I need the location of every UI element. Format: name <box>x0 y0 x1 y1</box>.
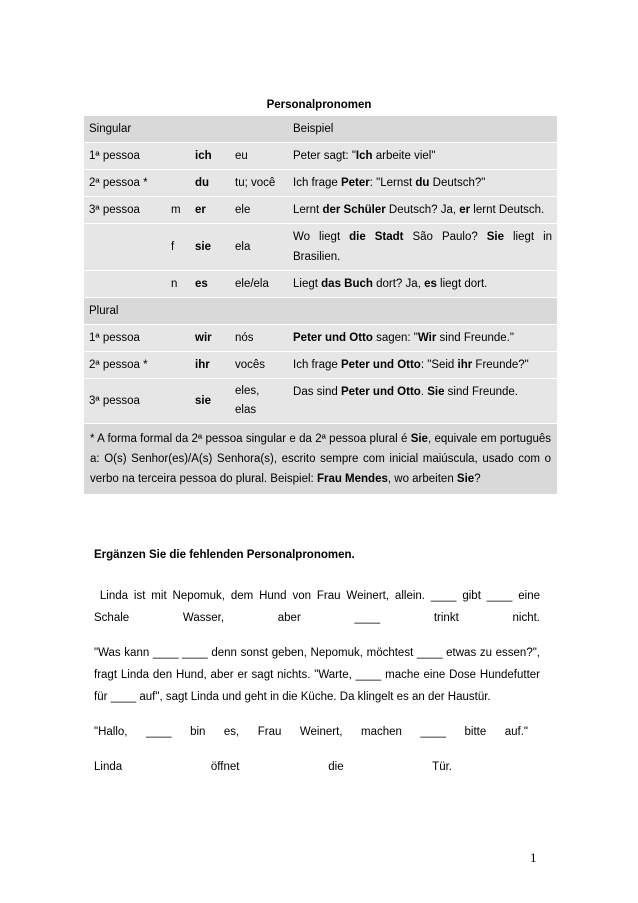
formal-note: * A forma formal da 2ª pessoa singular e da 2ª pessoa plural é Sie, equivale em português a: O(s) Senhor(es)/A(s) Senhora(s), escrito sempre com inicial maiúscula, usado com o verbo na terceira pessoa do plural. Beispiel: Frau Mendes, wo arbeiten Sie? <box>84 424 557 495</box>
plural-header-row <box>84 298 557 325</box>
table-row <box>84 379 557 424</box>
example-cell: Ich frage Peter: "Lernst du Deutsch?" <box>288 170 557 197</box>
example-cell: Das sind Peter und Otto. Sie sind Freunde. <box>288 379 557 424</box>
exercise-paragraph: Linda öffnet die Tür. <box>94 761 452 773</box>
exercise-section <box>94 545 544 791</box>
person-cell: 1ª pessoa <box>84 325 166 352</box>
gender-cell <box>166 143 190 170</box>
pronoun-cell: ich <box>190 143 230 170</box>
translation-cell: eu <box>230 143 288 170</box>
table-row <box>84 224 557 271</box>
page-number: 1 <box>530 850 537 865</box>
table-row <box>84 352 557 379</box>
table-row <box>84 325 557 352</box>
pronoun-cell: sie <box>190 224 230 271</box>
example-cell: Wo liegt die Stadt São Paulo? Sie liegt in Brasilien. <box>288 224 557 271</box>
gender-cell: n <box>166 271 190 298</box>
singular-header: Singular <box>84 116 288 143</box>
pronoun-cell: wir <box>190 325 230 352</box>
gender-cell <box>166 170 190 197</box>
example-cell: Peter sagt: "Ich arbeite viel" <box>288 143 557 170</box>
table-header-row <box>84 116 557 143</box>
person-cell: 1ª pessoa <box>84 143 166 170</box>
pronoun-table <box>84 116 557 494</box>
person-cell <box>84 224 166 271</box>
pronoun-cell: du <box>190 170 230 197</box>
example-cell: Liegt das Buch dort? Ja, es liegt dort. <box>288 271 557 298</box>
note-row <box>84 424 557 495</box>
person-cell <box>84 271 166 298</box>
example-cell: Lernt der Schüler Deutsch? Ja, er lernt Deutsch. <box>288 197 557 224</box>
plural-header: Plural <box>84 298 557 325</box>
table-row <box>84 170 557 197</box>
person-cell: 2ª pessoa * <box>84 170 166 197</box>
translation-cell: ela <box>230 224 288 271</box>
pronoun-cell: es <box>190 271 230 298</box>
person-cell: 3ª pessoa <box>84 379 166 424</box>
exercise-paragraph: "Hallo, ____ bin es, Frau Weinert, machen ____ bitte auf." <box>94 726 528 738</box>
translation-cell: nós <box>230 325 288 352</box>
exercise-paragraph: Linda ist mit Nepomuk, dem Hund von Frau Weinert, allein. ____ gibt ____ eine Schale Wasser, aber ____ trinkt nicht. <box>94 590 544 624</box>
pronoun-cell: er <box>190 197 230 224</box>
exercise-title: Ergänzen Sie die fehlenden Personalpronomen. <box>94 549 355 561</box>
translation-cell: eles, elas <box>230 379 288 424</box>
table-row <box>84 197 557 224</box>
person-cell: 2ª pessoa * <box>84 352 166 379</box>
translation-cell: vocês <box>230 352 288 379</box>
table-row <box>84 271 557 298</box>
example-cell: Ich frage Peter und Otto: "Seid ihr Freunde?" <box>288 352 557 379</box>
table-title: Personalpronomen <box>266 99 372 111</box>
exercise-paragraph: "Was kann ____ ____ denn sonst geben, Nepomuk, möchtest ____ etwas zu essen?", fragt Linda den Hund, aber er sagt nichts. "Warte, ____ mache eine Dose Hundefutter für ____ auf", sagt Linda und geht in die Küche. Da klingelt es an der Haustür. <box>94 647 540 703</box>
example-header: Beispiel <box>288 116 557 143</box>
pronoun-cell: sie <box>190 379 230 424</box>
person-cell: 3ª pessoa <box>84 197 166 224</box>
example-cell: Peter und Otto sagen: "Wir sind Freunde." <box>288 325 557 352</box>
translation-cell: ele/ela <box>230 271 288 298</box>
translation-cell: tu; você <box>230 170 288 197</box>
gender-cell: f <box>166 224 190 271</box>
pronoun-cell: ihr <box>190 352 230 379</box>
translation-cell: ele <box>230 197 288 224</box>
table-row <box>84 143 557 170</box>
gender-cell: m <box>166 197 190 224</box>
